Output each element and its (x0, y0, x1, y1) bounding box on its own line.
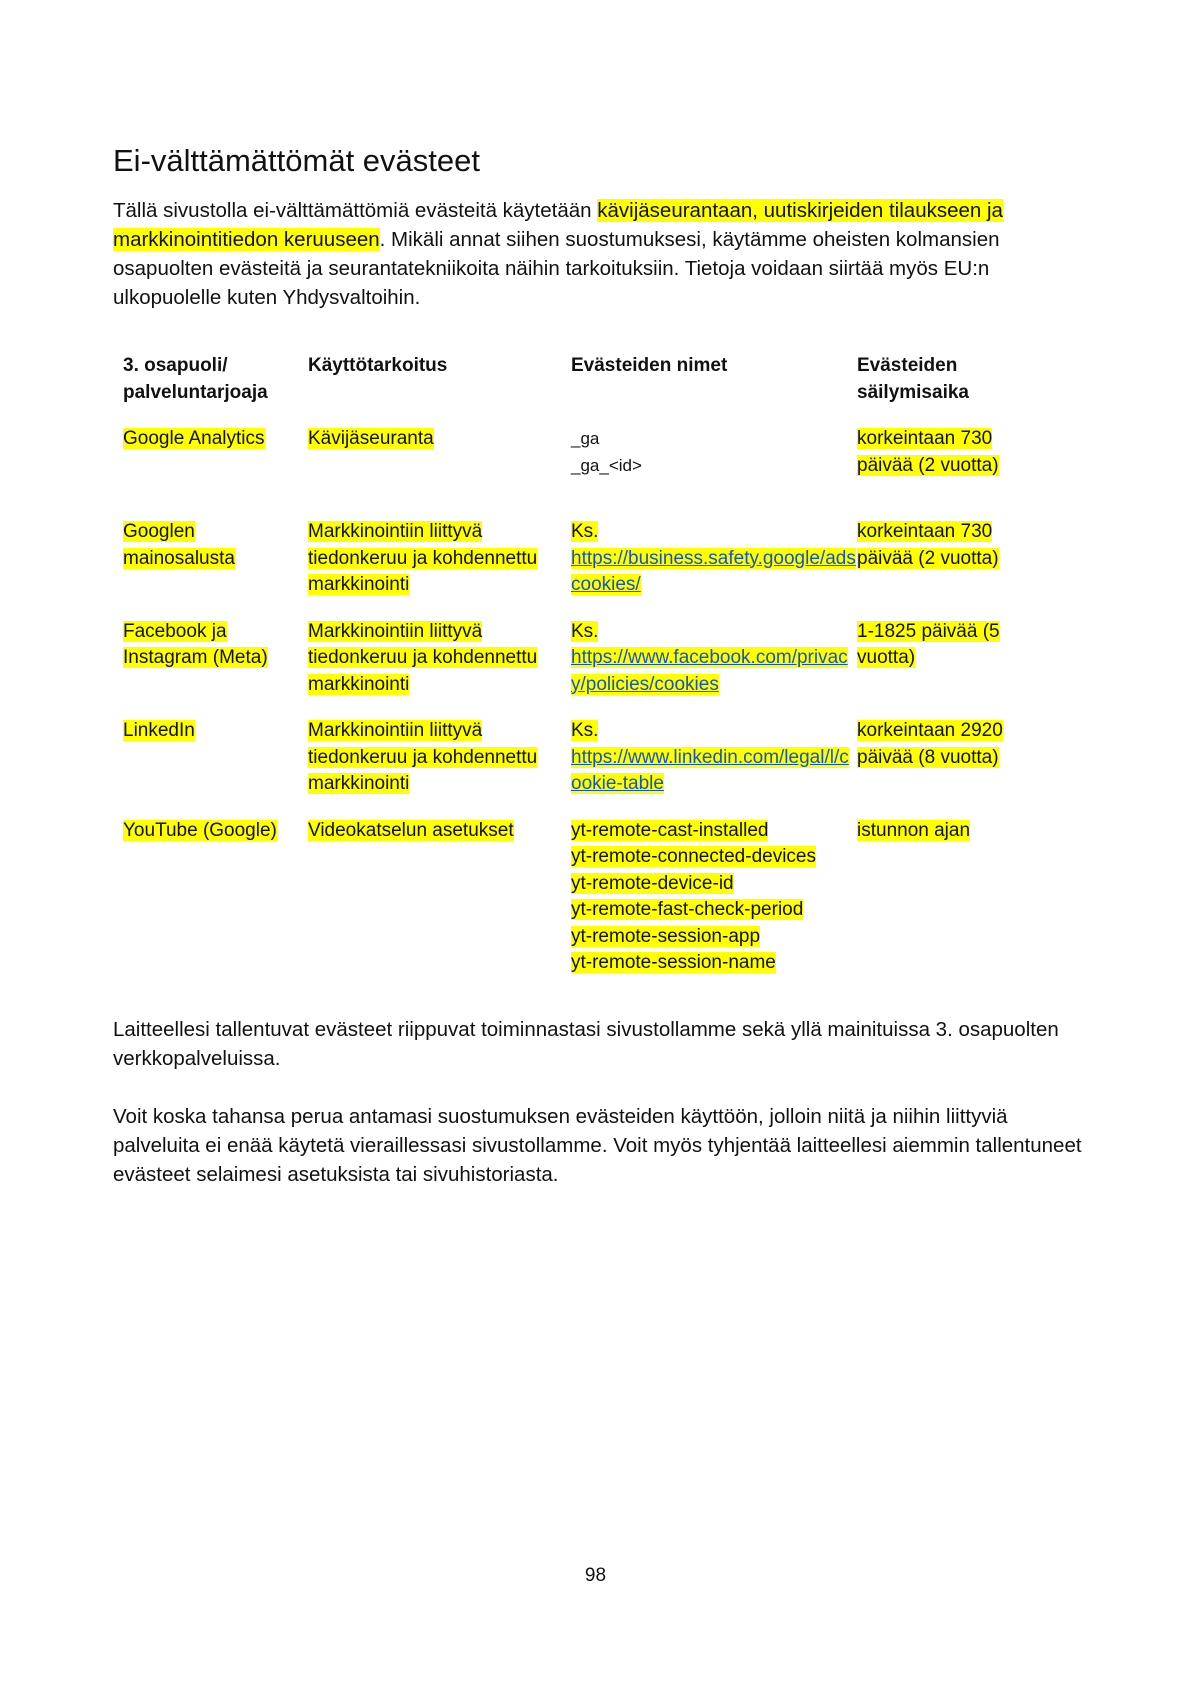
table-row (123, 718, 1023, 818)
purpose-cell (308, 519, 571, 619)
provider-name: Facebook ja Instagram (Meta) (123, 620, 268, 668)
provider-name: YouTube (Google) (123, 819, 277, 841)
cookie-name: yt-remote-connected-devices (571, 846, 816, 867)
header-provider: 3. osapuoli/ palveluntarjoaja (123, 355, 268, 403)
header-cookie-names: Evästeiden nimet (571, 355, 728, 376)
purpose-cell (308, 619, 571, 719)
retention-text: korkeintaan 730 päivää (2 vuotta) (857, 428, 999, 476)
page-heading: Ei-välttämättömät evästeet (113, 143, 480, 178)
purpose-text: Markkinointiin liittyvä tiedonkeruu ja kohdennettu markkinointi (308, 521, 538, 595)
cookie-name: yt-remote-cast-installed (571, 819, 769, 841)
table-row (123, 818, 1023, 997)
intro-text-after: . Mikäli annat siihen suostumuksesi, käytämme oheisten kolmansien osapuolten evästeitä ja seurantatekniikoita näihin tarkoituksiin. Tietoja voidaan siirtää myös EU:n ulkopuolelle kuten Yhdysvaltoihin. (113, 228, 1000, 309)
consent-withdrawal-paragraph: Voit koska tahansa perua antamasi suostumuksen evästeiden käyttöön, jolloin niitä ja niihin liittyviä palveluita ei enää käytetä vieraillessasi sivustollamme. Voit myös tyhjentää laitteellesi aiemmin tallentuneet evästeet selaimesi asetuksista tai sivuhistoriasta. (113, 1105, 1082, 1186)
facebook-cookies-link[interactable]: https://www.facebook.com/privacy/policies/cookies (571, 647, 848, 695)
retention-cell (857, 426, 1023, 519)
cookie-name: _ga (571, 429, 600, 448)
retention-cell (857, 718, 1023, 818)
intro-highlight: kävijäseurantaan, uutiskirjeiden tilaukseen ja markkinointitiedon keruuseen (113, 199, 1003, 251)
provider-cell (123, 426, 308, 519)
provider-name: Google Analytics (123, 428, 265, 449)
provider-name: LinkedIn (123, 720, 195, 741)
see-label: Ks. (571, 521, 599, 542)
table-row (123, 426, 1023, 519)
retention-text: 1-1825 päivää (5 vuotta) (857, 620, 1000, 668)
google-ads-cookies-link[interactable]: https://business.safety.google/adscookies/ (571, 547, 856, 595)
provider-cell (123, 718, 308, 818)
table-row (123, 619, 1023, 719)
intro-paragraph (113, 196, 1093, 312)
retention-cell (857, 519, 1023, 619)
retention-text: istunnon ajan (857, 819, 971, 841)
purpose-cell (308, 818, 571, 997)
purpose-cell (308, 718, 571, 818)
cookies-dependency-paragraph: Laitteellesi tallentuvat evästeet riippuvat toiminnastasi sivustollamme sekä yllä mainituissa 3. osapuolten verkkopalveluissa. (113, 1018, 1059, 1070)
provider-name: Googlen mainosalusta (123, 521, 235, 569)
cookie-table (123, 353, 1023, 997)
page-number: 98 (584, 1565, 607, 1586)
retention-text: korkeintaan 2920 päivää (8 vuotta) (857, 720, 1003, 768)
cookie-names-cell (571, 519, 857, 619)
retention-text: korkeintaan 730 päivää (2 vuotta) (857, 521, 999, 569)
retention-cell (857, 818, 1023, 997)
provider-cell (123, 619, 308, 719)
cookie-names-cell (571, 619, 857, 719)
header-purpose: Käyttötarkoitus (308, 355, 448, 376)
cookie-name: yt-remote-session-app (571, 925, 761, 947)
cookie-name: yt-remote-session-name (571, 952, 776, 973)
retention-cell (857, 619, 1023, 719)
cookie-names-cell (571, 426, 857, 519)
provider-cell (123, 818, 308, 997)
intro-text-before: Tällä sivustolla ei-välttämättömiä evästeitä käytetään (113, 199, 598, 222)
cookie-name: _ga_<id> (571, 455, 642, 475)
cookie-names-cell (571, 718, 857, 818)
see-label: Ks. (571, 720, 599, 741)
purpose-text: Markkinointiin liittyvä tiedonkeruu ja kohdennettu markkinointi (308, 720, 538, 794)
cookie-name: yt-remote-fast-check-period (571, 899, 804, 920)
see-label: Ks. (571, 620, 599, 642)
header-retention: Evästeiden säilymisaika (857, 355, 969, 403)
cookie-names-cell (571, 818, 857, 997)
purpose-text: Markkinointiin liittyvä tiedonkeruu ja kohdennettu markkinointi (308, 620, 538, 695)
purpose-cell (308, 426, 571, 519)
table-row (123, 519, 1023, 619)
table-header-row (123, 353, 1023, 426)
provider-cell (123, 519, 308, 619)
purpose-text: Kävijäseuranta (308, 428, 434, 449)
linkedin-cookie-table-link[interactable]: https://www.linkedin.com/legal/l/cookie-table (571, 746, 849, 794)
cookie-name: yt-remote-device-id (571, 872, 734, 894)
purpose-text: Videokatselun asetukset (308, 819, 514, 841)
